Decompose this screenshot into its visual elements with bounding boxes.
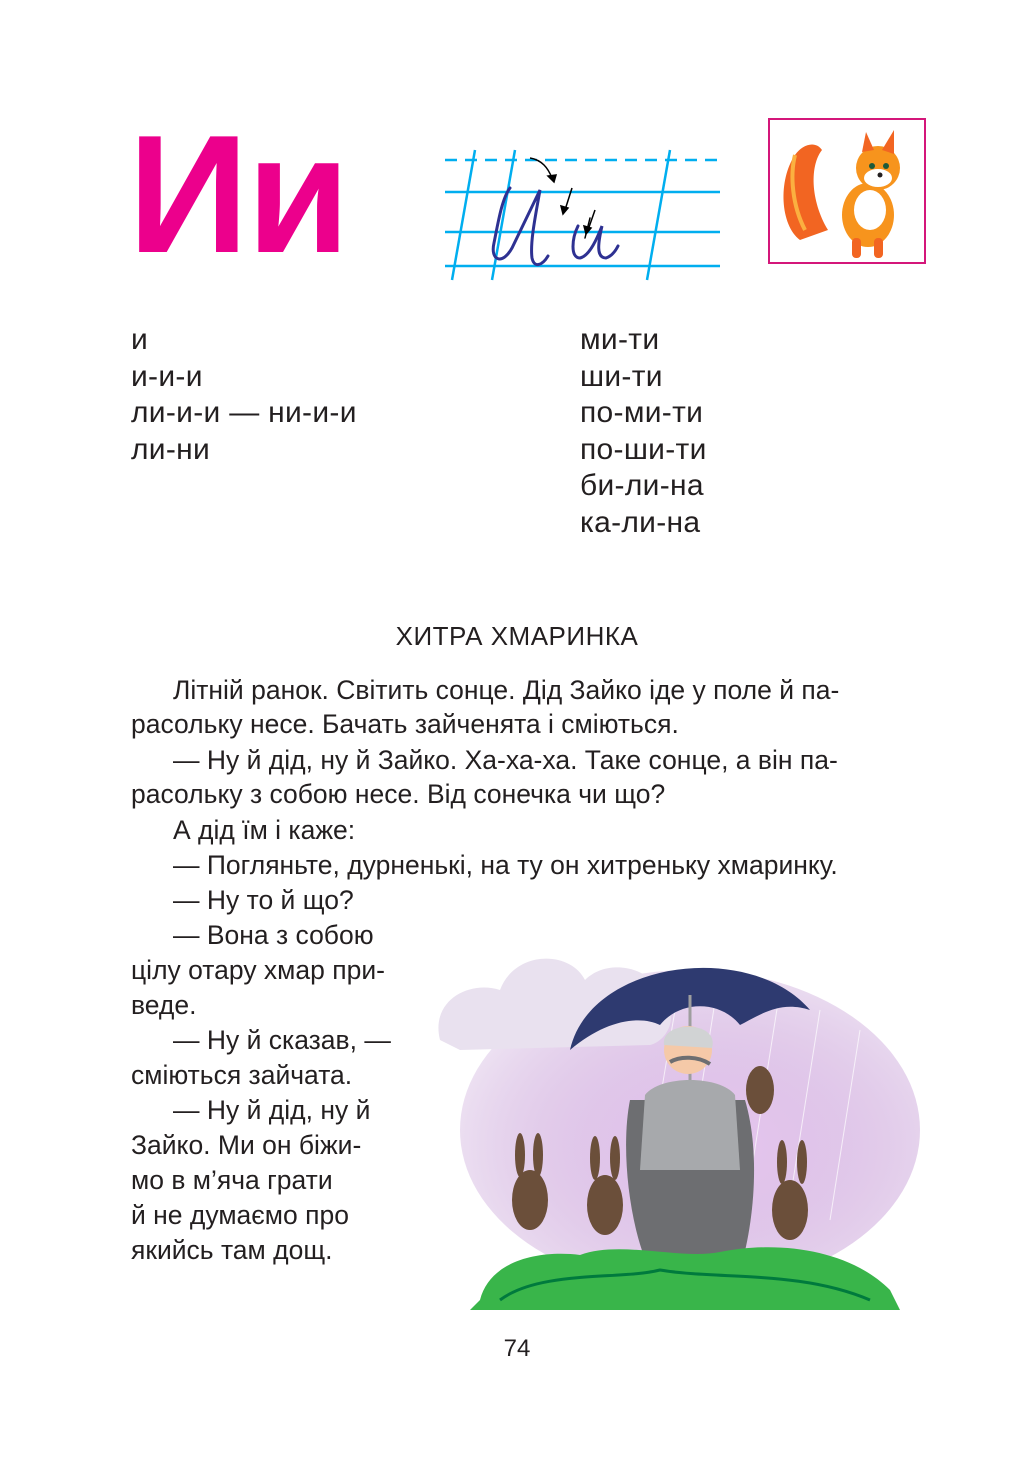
story-line: Зайко. Ми он біжи- bbox=[131, 1130, 362, 1160]
story-line: А дід їм і каже: bbox=[173, 815, 356, 845]
story-line: расольку несе. Бачать зайченята і сміються. bbox=[131, 709, 679, 739]
syllable-line: ши-ти bbox=[580, 359, 663, 393]
syllable-line: ли-ни bbox=[131, 432, 211, 466]
story-line: — Ну й сказав, — bbox=[173, 1025, 391, 1055]
syllable-line: би-ли-на bbox=[580, 469, 704, 502]
story-line: сміються зайчата. bbox=[131, 1060, 353, 1090]
capital-letter-heading: Ии bbox=[128, 100, 349, 288]
story-line: цілу отару хмар при- bbox=[131, 955, 385, 985]
story-line: — Вона з собою bbox=[173, 920, 374, 950]
story-line: й не думаємо про bbox=[131, 1200, 349, 1230]
story-line: — Ну й дід, ну й Зайко. Ха-ха-ха. Таке сонце, а він па- bbox=[173, 745, 838, 775]
story-line: — Погляньте, дурненькі, на ту он хитреньку хмаринку. bbox=[173, 850, 838, 880]
syllable-line: и bbox=[131, 323, 149, 356]
syllable-line: ли-и-и — ни-и-и bbox=[131, 396, 357, 429]
syllables-right-column bbox=[580, 322, 707, 541]
story-line: якийсь там дощ. bbox=[131, 1235, 333, 1265]
story-line: — Ну то й що? bbox=[173, 885, 354, 915]
story-title: ХИТРА ХМАРИНКА bbox=[395, 621, 639, 651]
fox-illustration-icon bbox=[770, 120, 924, 262]
syllables-left-column bbox=[131, 322, 357, 468]
story-line: мо в м’яча грати bbox=[131, 1165, 333, 1195]
syllable-line: по-ми-ти bbox=[580, 396, 704, 429]
grandpa-hare-umbrella-illustration-icon bbox=[420, 900, 930, 1310]
story-line: Літній ранок. Світить сонце. Дід Зайко іде у поле й па- bbox=[173, 675, 840, 705]
syllable-line: и-и-и bbox=[131, 359, 203, 393]
syllable-line: ми-ти bbox=[580, 323, 660, 356]
page-number: 74 bbox=[503, 1335, 531, 1362]
syllable-line: ка-ли-на bbox=[580, 505, 701, 539]
cursive-letter-writing-guide bbox=[440, 148, 725, 283]
story-line: расольку з собою несе. Від сонечка чи що? bbox=[131, 779, 666, 809]
story-line: — Ну й дід, ну й bbox=[173, 1095, 371, 1125]
letter-picture-frame bbox=[768, 118, 926, 264]
syllable-line: по-ши-ти bbox=[580, 432, 707, 466]
story-line: веде. bbox=[131, 990, 197, 1020]
